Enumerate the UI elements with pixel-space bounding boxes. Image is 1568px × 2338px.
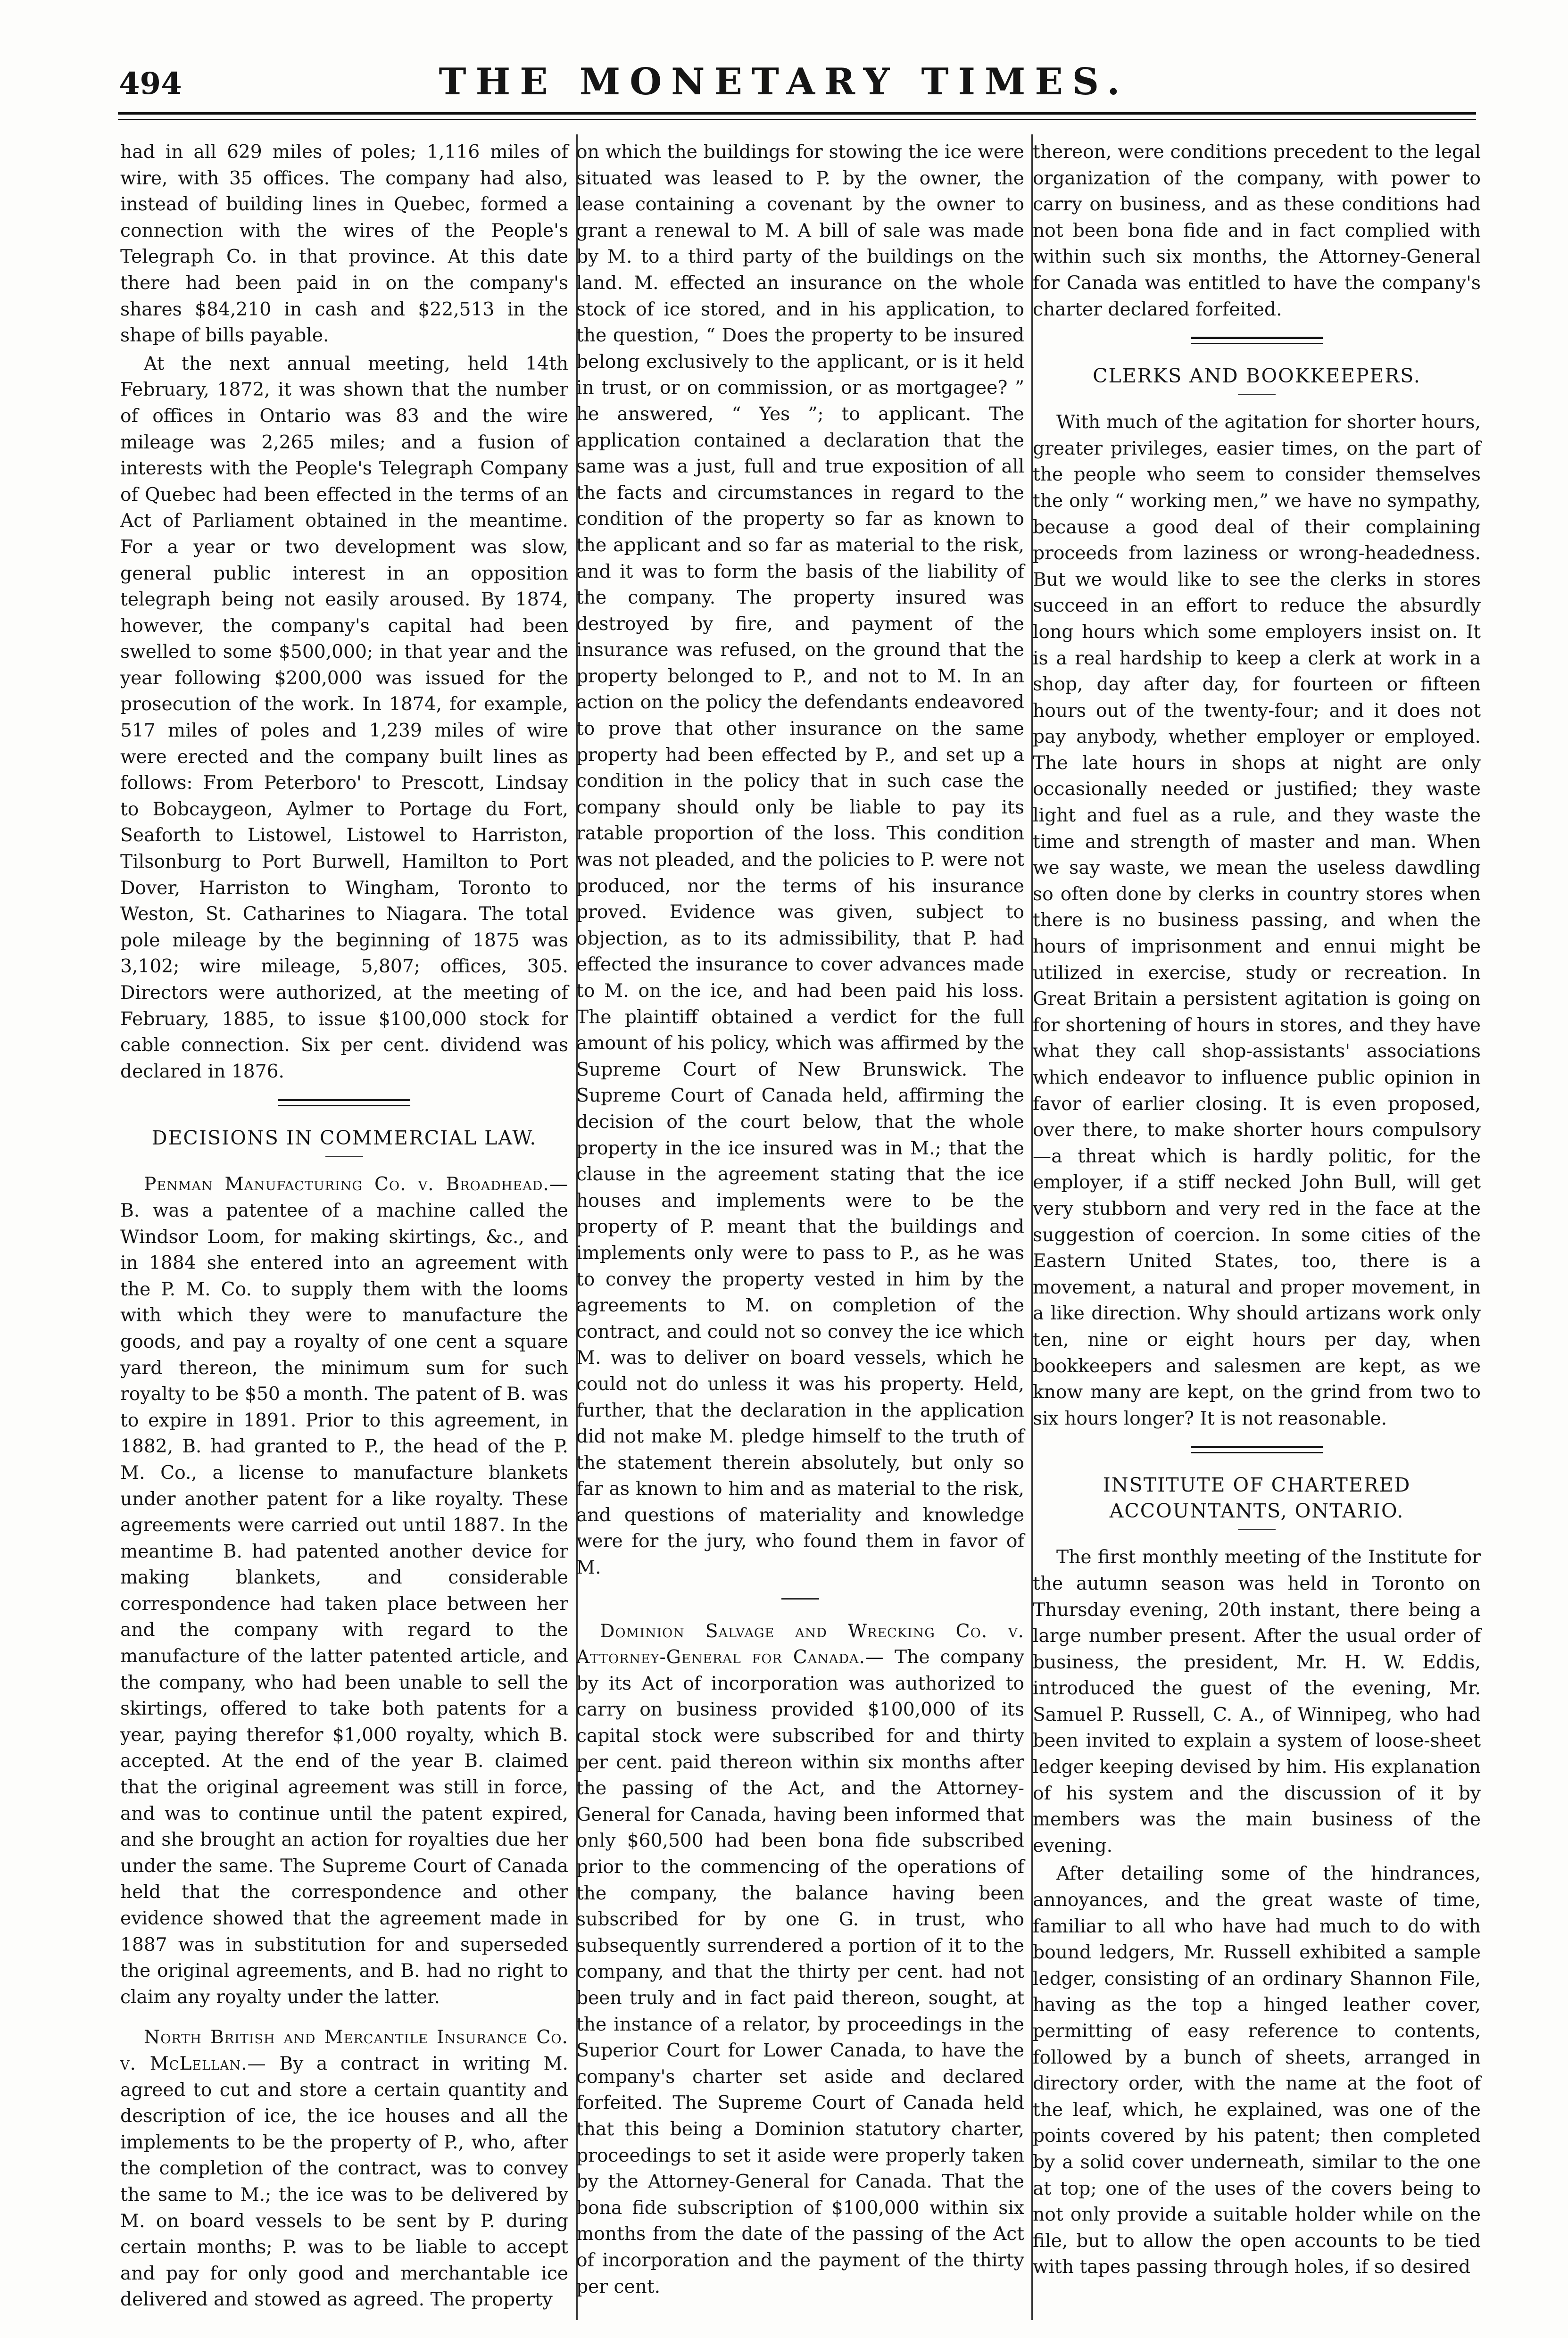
heading-rule-3 (1238, 1529, 1276, 1530)
section-divider (278, 1099, 410, 1106)
case-dominion-title: Dominion Salvage and Wrecking Co. v. Attorney-General for Canada.— (576, 1620, 1024, 1668)
header-rule-thick (118, 112, 1476, 115)
section-divider-3 (1191, 1446, 1323, 1453)
case-penman (120, 1171, 568, 2010)
clerks-heading: CLERKS AND BOOKKEEPERS. (1093, 365, 1421, 388)
heading-rule-2 (1238, 394, 1276, 395)
case-dominion-salvage (576, 1618, 1024, 2300)
institute-heading: INSTITUTE OF CHARTERED ACCOUNTANTS, ONTARIO. (1103, 1474, 1411, 1523)
clerks-paragraph: With much of the agitation for shorter hours, greater privileges, easier times, on the part of the people who seem to consider themselves the only “ working men,” we have no sympathy, because a good deal of their complaining proceeds from laziness or wrong-headedness. But we would like to see the clerks in stores succeed in an effort to reduce the absurdly long hours which some employers insist on. It is a real hardship to keep a clerk at work in a shop, day after day, for fourteen or fifteen hours out of the twenty-four; and it does not pay anybody, whether employer or employed. The late hours in shops at night are only occasionally needed or justified; they waste light and fuel as a rule, and they waste the time and strength of master and man. When we say waste, we mean the useless dawdling so often done by clerks in country stores when there is no business passing, and when the hours of imprisonment and ennui might be utilized in exercise, study or recreation. In Great Britain a persistent agitation is going on for shortening of hours in stores, and they have what they call shop-assistants' associations which endeavor to influence public opinion in favor of earlier closing. It is even proposed, over there, to make shorter hours compulsory—a threat which is hardly politic, for the employer, if a stiff necked John Bull, will get very stubborn and very red in the face at the suggestion of coercion. In some cities of the Eastern United States, too, there is a movement, a natural and proper movement, in a like direction. Why should artizans work only ten, nine or eight hours per day, when bookkeepers and salesmen are kept, as we know many are kept, on the grind from two to six hours longer? It is not reasonable. (1033, 412, 1481, 1429)
case-penman-title: Penman Manufacturing Co. v. Broadhead.— (144, 1174, 568, 1195)
page-header (0, 0, 1568, 118)
heading-rule (325, 1156, 363, 1157)
telegraph-paragraph-2: At the next annual meeting, held 14th February, 1872, it was shown that the number of offices in Ontario was 83 and the wire mileage was 2,265 miles; and a fusion of interests with the People's Telegraph Company of Quebec had been effected in the terms of an Act of Parliament obtained in the meantime. For a year or two development was slow, general public interest in an opposition telegraph being not easily aroused. By 1874, however, the company's capital had been swelled to some $500,000; in that year and the year following $200,000 was issued for the prosecution of the work. In 1874, for example, 517 miles of poles and 1,239 miles of wire were erected and the company built lines as follows: From Peterboro' to Prescott, Lindsay to Bobcaygeon, Aylmer to Portage du Fort, Seaforth to Listowel, Listowel to Harriston, Tilsonburg to Port Burwell, Hamilton to Port Dover, Harriston to Wingham, Toronto to Weston, St. Catharines to Niagara. The total pole mileage by the beginning of 1875 was 3,102; wire mileage, 5,807; offices, 305. Directors were authorized, at the meeting of February, 1885, to issue $100,000 stock for cable connection. Six per cent. dividend was declared in 1876. (120, 353, 568, 1082)
section-divider-2 (1191, 337, 1323, 344)
masthead-title: THE MONETARY TIMES. (439, 60, 1129, 103)
column-1 (120, 139, 568, 2315)
column-3 (1033, 139, 1481, 2282)
page-number: 494 (119, 66, 182, 101)
institute-paragraph-2: After detailing some of the hindrances, annoyances, and the great waste of time, familiar to all who have had much to do with bound ledgers, Mr. Russell exhibited a sample ledger, consisting of an ordinary Shannon File, having as the top a hinged leather cover, permitting of easy reference to contents, followed by a bunch of sheets, arranged in directory order, with the name at the foot of the leaf, which, he explained, was one of the points covered by his patent; then completed by a solid cover underneath, similar to the one at top; one of the uses of the covers being to not only provide a suitable holder while on the file, but to allow the open accounts to be tied with tapes passing through holes, if so desired (1033, 1863, 1481, 2278)
header-rule-thin (118, 119, 1476, 120)
decisions-heading: DECISIONS IN COMMERCIAL LAW. (151, 1127, 537, 1150)
case-north-british-body: By a contract in writing M. agreed to cut and store a certain quantity and description of ice, the ice houses and all the implements to be the property of P., who, after the completion of the contract, was to convey the same to M.; the ice was to be delivered by M. on board vessels to be sent by P. during certain months; P. was to be liable to accept and pay for only good and merchantable ice delivered and stowed as agreed. The property (120, 2053, 568, 2311)
case-separator (781, 1598, 819, 1600)
case-penman-body: B. was a patentee of a machine called the Windsor Loom, for making skirtings, &c., and in 1884 she entered into an agreement with the P. M. Co. to supply them with the looms with which they were to manufacture the goods, and pay a royalty of one cent a square yard thereon, the minimum sum for such royalty to be $50 a month. The patent of B. was to expire in 1891. Prior to this agreement, in 1882, B. had granted to P., the head of the P. M. Co., a license to manufacture blankets under another patent for a like royalty. These agreements were carried out until 1887. In the meantime B. had patented another device for making blankets, and considerable correspondence had taken place between her and the company with regard to the manufacture of the latter patented article, and the company, who had been unable to sell the skirtings, offered to take both patents for a year, paying therefor $1,000 royalty, which B. accepted. At the end of the year B. claimed that the original agreement was still in force, and was to continue until the patent expired, and she brought an action for royalties due her under the same. The Supreme Court of Canada held that the correspondence and other evidence showed that the agreement made in 1887 was in substitution for and superseded the original agreements, and B. had no right to claim any royalty under the latter. (120, 1200, 568, 2008)
institute-paragraph-1: The first monthly meeting of the Institute for the autumn season was held in Toronto on Thursday evening, 20th instant, there being a large number present. After the usual order of business, the president, Mr. H. W. Eddis, introduced the guest of the evening, Mr. Samuel P. Russell, C. A., of Winnipeg, who had been invited to explain a system of loose-sheet ledger keeping devised by him. His explanation of his system and the discussion of it by members was the main business of the evening. (1033, 1547, 1481, 1857)
column-2 (576, 139, 1024, 2302)
case-north-british (120, 2024, 568, 2313)
case-north-british-continued: on which the buildings for stowing the ice were situated was leased to P. by the owner, the lease containing a covenant by the owner to grant a renewal to M. A bill of sale was made by M. to a third party of the buildings on the land. M. effected an insurance on the whole stock of ice stored, and in his application, to the question, “ Does the property to be insured belong exclusively to the applicant, or is it held in trust, or on commission, or as mortgagee? ” he answered, “ Yes ”; to applicant. The application contained a declaration that the same was a just, full and true exposition of all the facts and circumstances in regard to the condition of the property so far as known to the applicant and so far as material to the risk, and it was to form the basis of the liability of the company. The property insured was destroyed by fire, and payment of the insurance was refused, on the ground that the property belonged to P., and not to M. In an action on the policy the defendants endeavored to prove that other insurance on the same property had been effected by P., and set up a condition in the policy that in such case the company should only be liable to pay its ratable proportion of the loss. This condition was not pleaded, and the policies to P. were not produced, nor the terms of his insurance proved. Evidence was given, subject to objection, as to its admissibility, that P. had effected the insurance to cover advances made to M. on the ice, and had been paid his loss. The plaintiff obtained a verdict for the full amount of his policy, which was affirmed by the Supreme Court of New Brunswick. The Supreme Court of Canada held, affirming the decision of the court below, that the whole property in the ice insured was in M.; that the clause in the agreement stating that the ice houses and implements were to be the property of P. meant that the buildings and implements only were to pass to P., as he was to convey the property vested in him by the agreements to M. on completion of the contract, and could not so convey the ice which M. was to deliver on board vessels, which he could not do unless it was his property. Held, further, that the declaration in the application did not make M. pledge himself to the truth of the statement therein absolutely, but only so far as known to him and as material to the risk, and questions of materiality and knowledge were for the jury, who found them in favor of M. (576, 141, 1024, 1579)
dominion-continued: thereon, were conditions precedent to the legal organization of the company, with power to carry on business, and as these conditions had not been bona fide and in fact complied with within such six months, the Attorney-General for Canada was entitled to have the company's charter declared forfeited. (1033, 141, 1481, 320)
case-north-british-title: North British and Mercantile Insurance Co. v. McLellan.— (120, 2027, 568, 2074)
case-dominion-body: The company by its Act of incorporation was authorized to carry on business provided $100,000 of its capital stock were subscribed for and thirty per cent. paid thereon within six months after the passing of the Act, and the Attorney-General for Canada, having been informed that only $60,500 had been bona fide subscribed prior to the commencing of the operations of the company, the balance having been subscribed for by one G. in trust, who subsequently surrendered a portion of it to the company, and that the thirty per cent. had not been truly and in fact paid thereon, sought, at the instance of a relator, by proceedings in the Superior Court for Lower Canada, to have the company's charter set aside and declared forfeited. The Supreme Court of Canada held that this being a Dominion statutory charter, proceedings to set it aside were properly taken by the Attorney-General for Canada. That the bona fide subscription of $100,000 within six months from the date of the passing of the Act of incorporation and the payment of the thirty per cent. (576, 1647, 1024, 2297)
telegraph-paragraph-1: had in all 629 miles of poles; 1,116 miles of wire, with 35 offices. The company had also, instead of building lines in Quebec, formed a connection with the wires of the People's Telegraph Co. in that province. At this date there had been paid in on the company's shares $84,210 in cash and $22,513 in the shape of bills payable. (120, 141, 568, 347)
